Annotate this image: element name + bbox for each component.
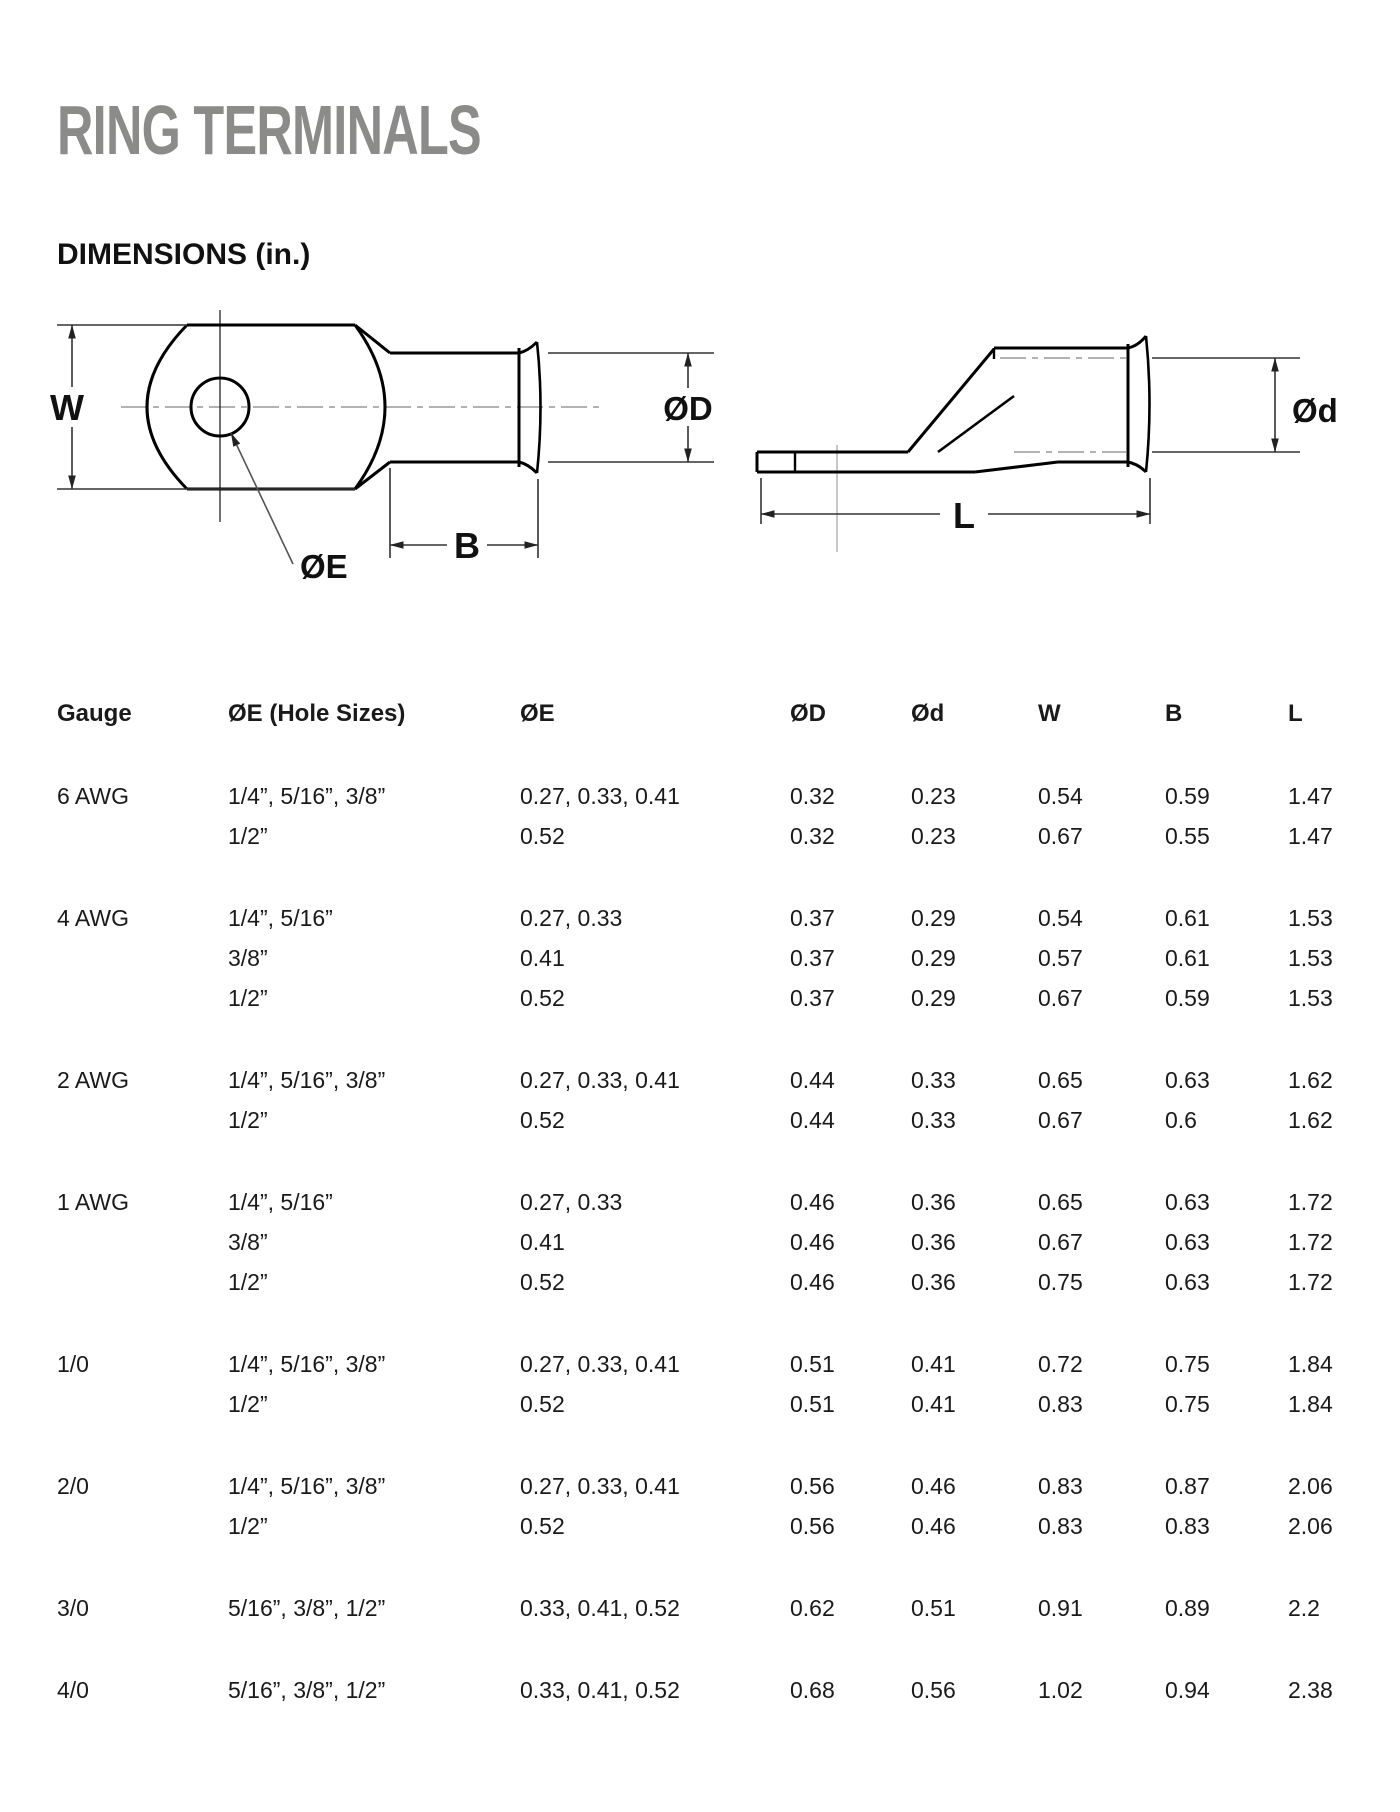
gauge-group xyxy=(57,1588,1377,1628)
width-dimension-label: W xyxy=(50,387,84,428)
table-row xyxy=(57,1670,1377,1710)
table-cell: 0.27, 0.33, 0.41 xyxy=(520,1351,680,1377)
table-row xyxy=(57,816,1377,856)
table-cell: 1 AWG xyxy=(57,1189,129,1215)
gauge-group xyxy=(57,776,1377,856)
table-cell: 0.51 xyxy=(790,1351,835,1377)
table-cell: 1/4”, 5/16” xyxy=(228,1189,333,1215)
table-cell: 1/0 xyxy=(57,1351,89,1377)
table-cell: 2 AWG xyxy=(57,1067,129,1093)
dimensions-table xyxy=(57,694,1377,1752)
table-cell: 0.55 xyxy=(1165,823,1210,849)
table-row xyxy=(57,1384,1377,1424)
table-cell: 2.2 xyxy=(1288,1595,1320,1621)
gauge-group xyxy=(57,1182,1377,1302)
table-cell: 2/0 xyxy=(57,1473,89,1499)
table-cell: 1/4”, 5/16”, 3/8” xyxy=(228,783,386,809)
table-row xyxy=(57,776,1377,816)
table-cell: 0.44 xyxy=(790,1067,835,1093)
table-cell: 1/2” xyxy=(228,1107,268,1133)
hole-diameter-label: ØE xyxy=(300,548,348,585)
table-cell: 0.41 xyxy=(520,945,565,971)
table-cell: 1.53 xyxy=(1288,945,1333,971)
table-cell: 0.63 xyxy=(1165,1067,1210,1093)
table-cell: 0.63 xyxy=(1165,1229,1210,1255)
table-cell: 4 AWG xyxy=(57,905,129,931)
table-cell: 0.63 xyxy=(1165,1189,1210,1215)
table-row xyxy=(57,978,1377,1018)
column-header: ØE xyxy=(520,700,555,727)
table-cell: 1.72 xyxy=(1288,1189,1333,1215)
table-cell: 0.52 xyxy=(520,1513,565,1539)
table-cell: 1.02 xyxy=(1038,1677,1083,1703)
table-cell: 1/4”, 5/16”, 3/8” xyxy=(228,1473,386,1499)
table-cell: 0.52 xyxy=(520,1269,565,1295)
table-cell xyxy=(57,1222,228,1262)
table-cell: 0.83 xyxy=(1038,1513,1083,1539)
table-cell: 0.57 xyxy=(1038,945,1083,971)
table-cell: 0.27, 0.33, 0.41 xyxy=(520,1067,680,1093)
table-cell: 0.27, 0.33, 0.41 xyxy=(520,783,680,809)
gauge-group xyxy=(57,1344,1377,1424)
table-cell: 0.52 xyxy=(520,1107,565,1133)
table-cell: 0.44 xyxy=(790,1107,835,1133)
table-cell: 0.41 xyxy=(911,1391,956,1417)
table-cell: 0.52 xyxy=(520,985,565,1011)
table-cell: 1/2” xyxy=(228,985,268,1011)
column-header: Ød xyxy=(911,700,945,727)
table-cell: 0.65 xyxy=(1038,1189,1083,1215)
table-cell: 1/2” xyxy=(228,823,268,849)
table-row xyxy=(57,938,1377,978)
table-cell: 0.59 xyxy=(1165,985,1210,1011)
table-cell xyxy=(57,1506,228,1546)
table-cell: 0.27, 0.33, 0.41 xyxy=(520,1473,680,1499)
barrel-length-label: B xyxy=(454,525,480,566)
dimension-drawing-svg xyxy=(0,250,1400,600)
gauge-group xyxy=(57,1466,1377,1546)
table-cell: 0.37 xyxy=(790,945,835,971)
table-cell: 0.67 xyxy=(1038,985,1083,1011)
table-cell: 1/4”, 5/16” xyxy=(228,905,333,931)
gauge-group xyxy=(57,1670,1377,1710)
table-cell: 0.41 xyxy=(911,1351,956,1377)
table-cell: 0.62 xyxy=(790,1595,835,1621)
table-cell: 0.46 xyxy=(790,1269,835,1295)
table-cell: 0.37 xyxy=(790,985,835,1011)
table-cell: 5/16”, 3/8”, 1/2” xyxy=(228,1595,386,1621)
table-cell: 2.06 xyxy=(1288,1473,1333,1499)
table-cell: 5/16”, 3/8”, 1/2” xyxy=(228,1677,386,1703)
table-cell: 0.51 xyxy=(790,1391,835,1417)
table-cell: 1.53 xyxy=(1288,985,1333,1011)
column-header: W xyxy=(1038,700,1061,727)
table-cell: 0.36 xyxy=(911,1189,956,1215)
page-title: RING TERMINALS xyxy=(57,91,481,169)
table-cell: 0.41 xyxy=(520,1229,565,1255)
side-view-diagram xyxy=(757,336,1338,552)
table-cell: 0.32 xyxy=(790,823,835,849)
column-header: L xyxy=(1288,700,1303,727)
table-cell: 1.84 xyxy=(1288,1351,1333,1377)
table-cell: 3/8” xyxy=(228,945,268,971)
table-cell: 1/2” xyxy=(228,1391,268,1417)
table-cell: 1.53 xyxy=(1288,905,1333,931)
table-cell: 1.62 xyxy=(1288,1067,1333,1093)
table-row xyxy=(57,1588,1377,1628)
dimensions-heading: DIMENSIONS (in.) xyxy=(57,238,311,271)
terminal-drawings xyxy=(0,250,1400,600)
table-cell: 0.46 xyxy=(790,1229,835,1255)
table-cell: 0.23 xyxy=(911,783,956,809)
table-cell: 0.33, 0.41, 0.52 xyxy=(520,1677,680,1703)
table-cell: 0.67 xyxy=(1038,1229,1083,1255)
table-row xyxy=(57,1344,1377,1384)
table-row xyxy=(57,1182,1377,1222)
table-cell: 0.91 xyxy=(1038,1595,1083,1621)
table-cell: 0.67 xyxy=(1038,1107,1083,1133)
table-cell: 0.59 xyxy=(1165,783,1210,809)
table-cell: 0.54 xyxy=(1038,783,1083,809)
table-cell: 1.72 xyxy=(1288,1229,1333,1255)
table-cell: 0.68 xyxy=(790,1677,835,1703)
table-cell: 0.83 xyxy=(1038,1391,1083,1417)
table-cell xyxy=(57,1384,228,1424)
table-cell xyxy=(57,1100,228,1140)
table-cell xyxy=(57,978,228,1018)
table-cell: 0.75 xyxy=(1038,1269,1083,1295)
column-header: B xyxy=(1165,700,1183,727)
table-cell: 2.38 xyxy=(1288,1677,1333,1703)
table-cell: 0.75 xyxy=(1165,1391,1210,1417)
table-cell: 1/2” xyxy=(228,1269,268,1295)
table-cell: 1.47 xyxy=(1288,783,1333,809)
table-cell: 0.52 xyxy=(520,823,565,849)
table-cell: 0.52 xyxy=(520,1391,565,1417)
table-cell: 0.56 xyxy=(911,1677,956,1703)
table-cell: 0.6 xyxy=(1165,1107,1197,1133)
table-row xyxy=(57,1262,1377,1302)
table-cell xyxy=(57,938,228,978)
table-cell: 1.62 xyxy=(1288,1107,1333,1133)
table-cell: 0.56 xyxy=(790,1513,835,1539)
table-cell: 0.36 xyxy=(911,1229,956,1255)
gauge-group xyxy=(57,1060,1377,1140)
table-cell: 0.54 xyxy=(1038,905,1083,931)
table-cell: 0.72 xyxy=(1038,1351,1083,1377)
inner-diameter-dimension xyxy=(1152,358,1300,452)
table-cell: 0.33 xyxy=(911,1067,956,1093)
table-row xyxy=(57,1506,1377,1546)
table-cell: 0.33 xyxy=(911,1107,956,1133)
table-cell: 0.23 xyxy=(911,823,956,849)
column-header: ØD xyxy=(790,700,826,727)
table-row xyxy=(57,1100,1377,1140)
table-cell: 0.46 xyxy=(911,1513,956,1539)
table-cell: 1/2” xyxy=(228,1513,268,1539)
table-cell xyxy=(57,816,228,856)
outer-diameter-label: ØD xyxy=(663,390,713,427)
table-row xyxy=(57,898,1377,938)
table-cell: 0.63 xyxy=(1165,1269,1210,1295)
column-header: ØE (Hole Sizes) xyxy=(228,700,406,727)
table-row xyxy=(57,1222,1377,1262)
column-header: Gauge xyxy=(57,700,132,727)
table-cell: 6 AWG xyxy=(57,783,129,809)
table-cell: 1.47 xyxy=(1288,823,1333,849)
table-cell: 0.75 xyxy=(1165,1351,1210,1377)
top-view-diagram xyxy=(45,310,723,585)
table-cell: 0.29 xyxy=(911,985,956,1011)
table-cell: 0.36 xyxy=(911,1269,956,1295)
table-cell: 0.46 xyxy=(790,1189,835,1215)
table-cell: 3/0 xyxy=(57,1595,89,1621)
table-row xyxy=(57,1060,1377,1100)
overall-length-label: L xyxy=(953,495,975,536)
table-cell: 0.51 xyxy=(911,1595,956,1621)
table-cell: 0.29 xyxy=(911,945,956,971)
table-cell: 4/0 xyxy=(57,1677,89,1703)
table-cell: 1/4”, 5/16”, 3/8” xyxy=(228,1351,386,1377)
table-cell xyxy=(57,1262,228,1302)
table-cell: 0.46 xyxy=(911,1473,956,1499)
gauge-group xyxy=(57,898,1377,1018)
table-cell: 0.83 xyxy=(1165,1513,1210,1539)
table-cell: 0.67 xyxy=(1038,823,1083,849)
table-cell: 0.27, 0.33 xyxy=(520,1189,623,1215)
table-cell: 0.32 xyxy=(790,783,835,809)
table-cell: 2.06 xyxy=(1288,1513,1333,1539)
table-cell: 1/4”, 5/16”, 3/8” xyxy=(228,1067,386,1093)
table-cell: 0.27, 0.33 xyxy=(520,905,623,931)
table-cell: 0.94 xyxy=(1165,1677,1210,1703)
table-cell: 0.61 xyxy=(1165,945,1210,971)
table-cell: 0.89 xyxy=(1165,1595,1210,1621)
table-cell: 0.29 xyxy=(911,905,956,931)
table-cell: 3/8” xyxy=(228,1229,268,1255)
table-cell: 0.65 xyxy=(1038,1067,1083,1093)
inner-diameter-label: Ød xyxy=(1292,392,1338,429)
table-cell: 0.56 xyxy=(790,1473,835,1499)
table-cell: 1.84 xyxy=(1288,1391,1333,1417)
table-cell: 0.83 xyxy=(1038,1473,1083,1499)
table-cell: 0.87 xyxy=(1165,1473,1210,1499)
table-cell: 0.37 xyxy=(790,905,835,931)
table-cell: 0.33, 0.41, 0.52 xyxy=(520,1595,680,1621)
table-header-row xyxy=(57,694,1377,734)
table-cell: 0.61 xyxy=(1165,905,1210,931)
hole-diameter-leader-line xyxy=(231,433,293,564)
table-row xyxy=(57,1466,1377,1506)
table-cell: 1.72 xyxy=(1288,1269,1333,1295)
